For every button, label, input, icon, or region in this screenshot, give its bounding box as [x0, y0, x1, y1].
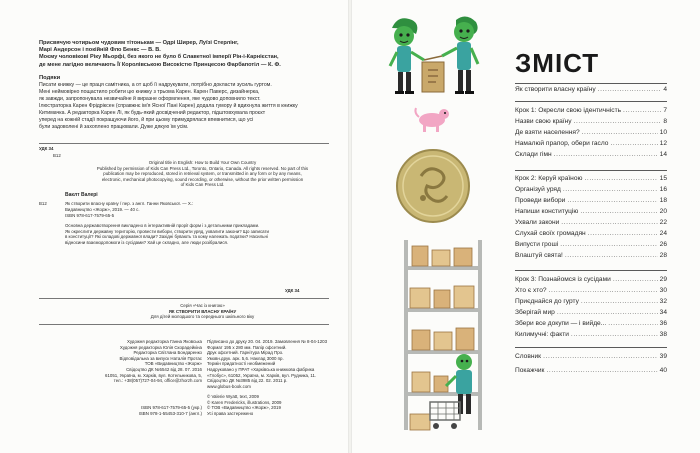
- toc-item-label: Збери все докупи — і вийде...: [515, 320, 607, 327]
- isbn-block: [82, 405, 202, 416]
- toc-leader-dots: [574, 118, 662, 125]
- dedication-line: Присвячую чотирьом чудовим тітонькам — Одрі Ширер, Луїзі Стерлінг,: [39, 40, 239, 46]
- toc-leader-dots: [584, 175, 657, 182]
- toc-item-label: Намалюй прапор, обери гасло: [515, 140, 609, 147]
- toc-item-page: 8: [663, 118, 667, 125]
- divider: [39, 324, 329, 325]
- toc-item-label: Крок 2: Керуй країною: [515, 175, 583, 182]
- credit-line: 61051, Україна, м. Харків, вул. Котельникова, 5,: [105, 372, 202, 378]
- toc-leader-dots: [610, 140, 657, 147]
- toc-item-label: Назви свою країну: [515, 118, 572, 125]
- toc-leader-dots: [563, 186, 658, 193]
- toc-leader-dots: [543, 353, 658, 360]
- toc-item-label: Влаштуй свята!: [515, 252, 563, 259]
- toc-divider: [515, 101, 667, 102]
- toc-item-page: 38: [659, 331, 667, 338]
- credit-line: Художня редакторка Юлія Скорадейкіна: [119, 344, 202, 350]
- toc-item-label: Ухвали закони: [515, 219, 560, 226]
- toc-item[interactable]: [515, 353, 667, 362]
- toc-item-page: 20: [659, 208, 667, 215]
- toc-item[interactable]: [515, 298, 667, 307]
- toc-item[interactable]: [515, 219, 667, 228]
- toc-item-page: 12: [659, 140, 667, 147]
- toc-item-label: Напиши конституцію: [515, 208, 579, 215]
- original-info-line: of Kids Can Press Ltd.: [180, 182, 225, 188]
- toc-item-label: Покажчик: [515, 367, 545, 374]
- series-block: [80, 303, 325, 320]
- copyright-line: © ТОВ «Видавництво «Жорж», 2019: [207, 405, 281, 411]
- credit-line: Відповідальна за випуск Наталія Протас: [119, 355, 202, 361]
- acknowledgments-line: Мені неймовірно пощастило робити цю книжку з трьома Карен. Карен Паверс, дизайнерка,: [39, 88, 260, 95]
- toc-item[interactable]: [515, 140, 667, 149]
- toc-item-page: 26: [659, 241, 667, 248]
- toc-divider: [515, 170, 667, 171]
- toc-item[interactable]: [515, 208, 667, 217]
- toc-item[interactable]: [515, 175, 667, 184]
- toc-item-page: 16: [659, 186, 667, 193]
- dedication-line: Марі Андерсон і покійній Фло Бенкс — В. В.: [39, 47, 161, 54]
- toc-item-label: Словник: [515, 353, 542, 360]
- acknowledgments-line: Китимачка. А редакторка Карен Лі, як будь-який досвідчений редактор, підштовхувала проєкт: [39, 109, 266, 116]
- toc-divider: [515, 347, 667, 348]
- copyright-line: © Valerie Wyatt, text, 2009: [207, 394, 259, 399]
- toc-item[interactable]: [515, 129, 667, 138]
- credit-line: тел.: +38(057)727-04-94, office@zhorzh.com: [113, 378, 202, 384]
- toc-item[interactable]: [515, 287, 667, 296]
- toc-item[interactable]: [515, 151, 667, 160]
- toc-leader-dots: [580, 208, 657, 215]
- bbk-code: В12: [39, 201, 47, 206]
- isbn-line: ISBN 978-1-55453-310-7 (англ.): [138, 410, 202, 416]
- toc-item-page: 28: [659, 252, 667, 259]
- credit-line: Редакторка Світлана Бондаренко: [133, 350, 202, 356]
- toc-leader-dots: [608, 320, 657, 327]
- toc-item-page: 15: [659, 175, 667, 182]
- annotation-line: Як окреслити державну територію, провести вибори, створити уряд, ухвалити закони? Що записати: [65, 228, 269, 234]
- credit-line: Термін придатності необмежений: [207, 361, 276, 367]
- toc-item[interactable]: [515, 186, 667, 195]
- toc-item[interactable]: [515, 197, 667, 206]
- credit-line: Формат 195 х 280 мм. Папір офсетний.: [207, 344, 287, 350]
- toc-leader-dots: [561, 219, 657, 226]
- credit-line: Художня редакторка Ганна Яковська: [127, 339, 202, 344]
- toc-item[interactable]: [515, 276, 667, 285]
- toc-item[interactable]: [515, 107, 667, 116]
- udk-code: УДК 34: [39, 146, 54, 151]
- original-info-line: Published by permission of Kids Can Press Ltd., Toronto, Ontario, Canada. All rights reserved. No part of this: [96, 165, 309, 171]
- catalog-publisher-line: Видавництво «Жорж», 2019. — 40 с.: [65, 207, 140, 212]
- toc-item-label: Проведи вибори: [515, 197, 566, 204]
- acknowledgments-line: як завжди, запропонувала незвичайне й виразне оформлення, яке чудово доповнило текст.: [39, 95, 261, 102]
- toc-item-label: Слухай своїх громадян: [515, 230, 586, 237]
- catalog-annotation: [65, 223, 327, 245]
- acknowledgments-line: уперед на кожній стадії покращуючи його, й при цьому примудрялася впевнитися, що усі: [39, 116, 254, 123]
- toc-item-label: Зберігай мир: [515, 309, 555, 316]
- toc-item-page: 10: [659, 129, 667, 136]
- original-info-line: Original title in English: How to Build Your Own Country: [148, 160, 257, 165]
- series-line: Серія «Час із книгою»: [180, 303, 225, 308]
- toc-leader-dots: [588, 230, 658, 237]
- credit-line: Умовн.друк. арк. 5,6. Наклад 3000 пр.: [207, 355, 284, 361]
- toc-item-page: 22: [659, 219, 667, 226]
- copyright-block: [207, 394, 337, 416]
- toc-item-label: Приєднайся до гурту: [515, 298, 579, 305]
- original-info-line: electronic, mechanical photocopying, sound recording, or otherwise, without the prior written permission: [101, 176, 304, 182]
- toc-item-page: 36: [659, 320, 667, 327]
- toc-title: ЗМІСТ: [515, 48, 600, 78]
- acknowledgments-heading: Подяки: [39, 74, 61, 81]
- toc-item[interactable]: [515, 309, 667, 318]
- toc-item-page: 29: [659, 276, 667, 283]
- copyright-line: Усі права застережено: [207, 410, 254, 416]
- isbn-line: ISBN 978-617-7579-65-5 (укр.): [141, 405, 202, 410]
- toc-item[interactable]: [515, 230, 667, 239]
- toc-leader-dots: [581, 298, 658, 305]
- acknowledgments-line: були задоволені й захоплено працювали. Дуже дякую їм усім.: [39, 123, 189, 130]
- shop-shelves-illustration: [390, 236, 496, 444]
- toc-item-page: 30: [659, 287, 667, 294]
- credit-line: Свідоцтво ДК №5542 від 28. 07. 2016: [126, 366, 202, 372]
- two-kids-with-flag-illustration: [378, 10, 490, 138]
- credit-line: ТОВ «Видавництво «Жорж»: [144, 361, 202, 367]
- toc-item-label: Килимучні: факти: [515, 331, 569, 338]
- toc-item[interactable]: [515, 331, 667, 340]
- credits-left: [52, 339, 202, 384]
- toc-item-page: 18: [659, 197, 667, 204]
- acknowledgments-line: Писати книжку — це праця самітника, а от щоб її надрукувати, потрібно докласти зусиль гуртом.: [39, 81, 272, 88]
- toc-leader-dots: [582, 129, 658, 136]
- credit-line: Свідоцтво ДК №3985 від 22. 02. 2011 р.: [207, 378, 288, 384]
- toc-item-label: Випусти гроші: [515, 241, 559, 248]
- toc-leader-dots: [565, 252, 658, 259]
- toc-item[interactable]: [515, 86, 667, 95]
- annotation-line: Основна державотворення викладено в інтерактивній прорії форм і з детальними прикладами.: [65, 223, 260, 228]
- toc-leader-dots: [613, 276, 658, 283]
- annotation-line: відносини взаємодопомоги із сусідами? Хай це складно, але люди розібралися.: [65, 239, 229, 245]
- credits-right: [207, 339, 347, 389]
- toc-item-label: Організуй уряд: [515, 186, 561, 193]
- toc-divider: [515, 270, 667, 271]
- toc-item[interactable]: [515, 320, 667, 329]
- toc-leader-dots: [571, 331, 658, 338]
- toc-leader-dots: [557, 309, 658, 316]
- toc-item-page: 40: [659, 367, 667, 374]
- book-author: Ваклт Валері: [65, 192, 98, 198]
- acknowledgments-line: Ілюстраторка Карен Фрідріксен (справжнє ім'я Ясної Пані Карен) додала гумору й вдихнула життя в книжку: [39, 102, 298, 109]
- toc-item-page: 34: [659, 309, 667, 316]
- page-gutter: [348, 0, 352, 453]
- series-line: Для дітей молодшого та середнього шкільного віку: [150, 314, 255, 320]
- toc-item-label: Крок 1: Окресли свою ідентичність: [515, 107, 622, 114]
- toc-item-page: 24: [659, 230, 667, 237]
- toc-leader-dots: [549, 287, 658, 294]
- toc-leader-dots: [560, 241, 657, 248]
- toc-item[interactable]: [515, 252, 667, 261]
- toc-leader-dots: [598, 86, 662, 93]
- toc-leader-dots: [623, 107, 661, 114]
- toc-item-label: Де взяти населення?: [515, 129, 580, 136]
- dedication-and-acknowledgments: [39, 40, 329, 131]
- credit-line: Підписано до друку 20. 04. 2019. Замовлення № 8-04-1203: [207, 339, 328, 344]
- divider: [39, 143, 329, 144]
- toc-item-label: Хто є хто?: [515, 287, 547, 294]
- toc-item-label: Склади гімн: [515, 151, 552, 158]
- toc-leader-dots: [567, 197, 657, 204]
- dedication-line: де мене лагідно величають Її Королівською Високістю Принцесою Фарбапотіл — К. Ф.: [39, 61, 281, 68]
- divider: [39, 298, 329, 299]
- coin-emblem-illustration: [393, 146, 473, 226]
- bbk-code: В12: [53, 153, 61, 158]
- toc-item-page: 7: [663, 107, 667, 114]
- toc-item-page: 4: [663, 86, 667, 93]
- dedication-line: Моєму чоловікові Ріку Мьорфі, без якого не було б Славетної імперії Рін-і-Карнієстан,: [39, 54, 279, 61]
- toc-item-page: 39: [659, 353, 667, 360]
- toc-item-label: Як створити власну країну: [515, 86, 596, 93]
- toc-leader-dots: [554, 151, 658, 158]
- credit-line: www.globus-book.com: [207, 383, 251, 389]
- toc-item-page: 14: [659, 151, 667, 158]
- series-line: ЯК СТВОРИТИ ВЛАСНУ КРАЇНУ: [168, 308, 237, 314]
- original-info-line: publication may be reproduced, stored in retrieval system, or transmitted in any form or by any means,: [103, 171, 302, 177]
- copyright-line: © Karen Fredericks, illustrations, 2009: [207, 399, 282, 405]
- toc-item[interactable]: [515, 118, 667, 127]
- toc-item-label: Крок 3: Познайомся із сусідами: [515, 276, 611, 283]
- toc-item[interactable]: [515, 367, 667, 376]
- catalog-isbn: ISBN 978-617-7579-65-5: [65, 213, 115, 218]
- toc-divider: [515, 83, 667, 84]
- toc-item[interactable]: [515, 241, 667, 250]
- toc-item-page: 32: [659, 298, 667, 305]
- toc-leader-dots: [546, 367, 657, 374]
- credit-line: Друк офсетний. Гарнітура Мірад Про.: [207, 350, 284, 356]
- credit-line: Надруковано у ПРАТ «Харківська книжкова фабрика: [207, 366, 315, 372]
- catalog-title-line: Як створити власну країну / пер. з англ. Ганни Яковської. — Х.:: [65, 201, 194, 206]
- original-info: [80, 160, 325, 188]
- credit-line: «Глобус», 61052, Україна, м. Харків, вул. Рудника, 11.: [207, 372, 317, 378]
- annotation-line: в конституції? Які складові державної влади? Західні бувають та кому належать податки? Насильні: [65, 234, 268, 240]
- udk-code: УДК 34: [285, 288, 300, 293]
